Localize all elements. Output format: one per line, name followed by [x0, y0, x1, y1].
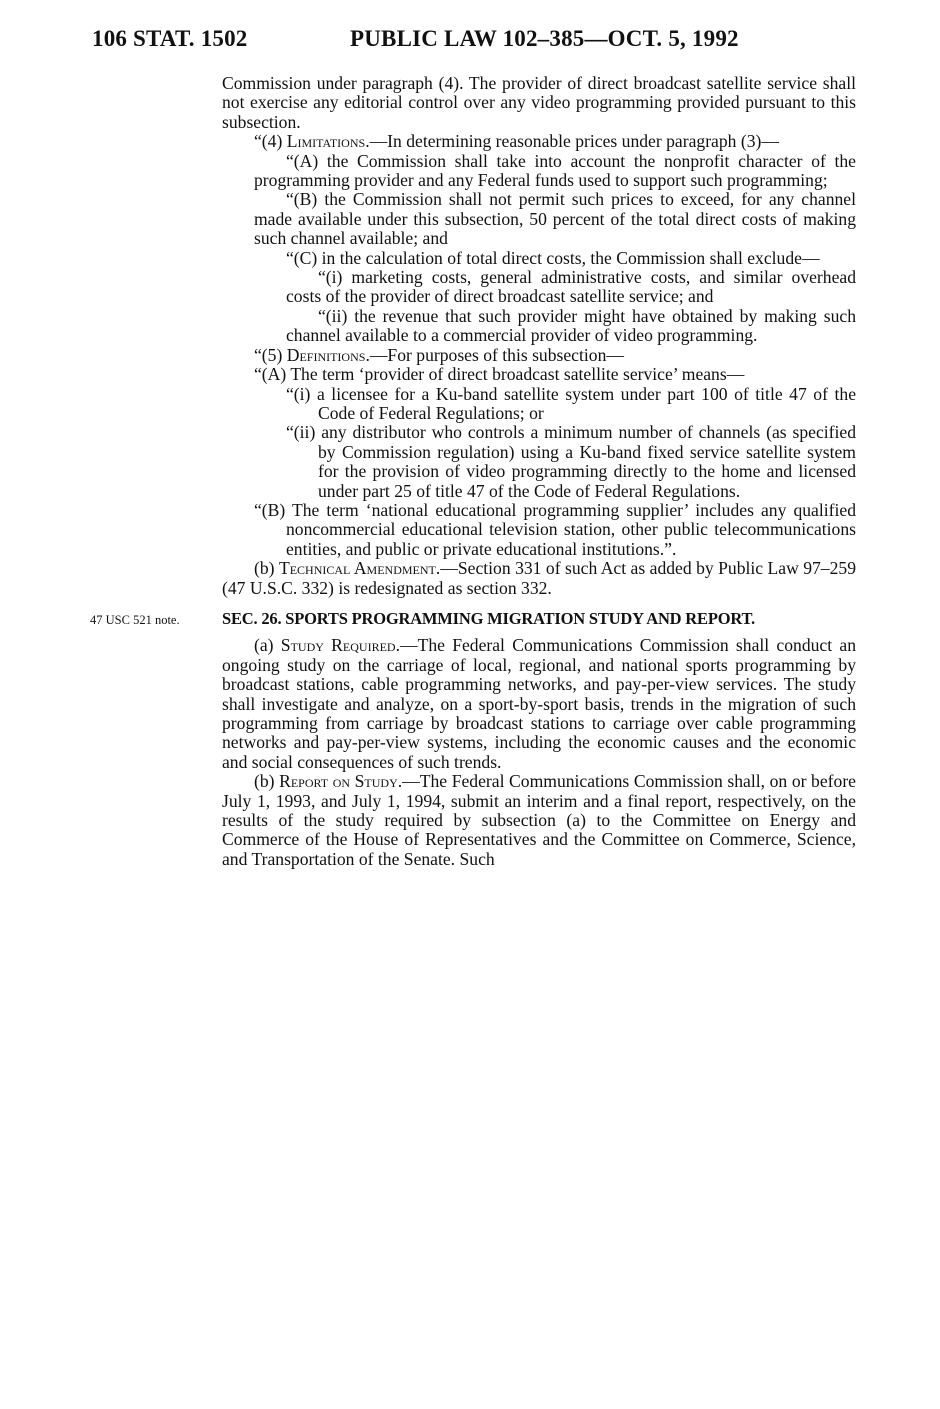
paragraph-definitions — [222, 346, 856, 365]
definition-a-ii: “(ii) any distributor who controls a minimum number of channels (as specified by Commission regulation) using a Ku-band fixed service satellite system for the provision of video programming directly to the home and licensed under part 25 of title 47 of the Code of Federal Regulations. — [286, 422, 856, 501]
definition-b: “(B) The term ‘national educational programming supplier’ includes any qualified noncommercial educational television station, other public telecommunications entities, and public or private educational institutions.”. — [254, 499, 856, 559]
report-on-study — [222, 772, 856, 869]
paragraph-limitations — [222, 132, 856, 151]
paragraph-text: .—Section 331 of such Act as added by Public Law 97–259 (47 U.S.C. 332) is redesignated as section 332. — [222, 558, 856, 598]
body-text — [90, 73, 856, 869]
paragraph-number: (b) — [254, 771, 280, 792]
paragraph-text: .—In determining reasonable prices under paragraph (3)— — [365, 131, 779, 152]
paragraph-number: (a) — [254, 635, 281, 656]
paragraph-continuation: Commission under paragraph (4). The provider of direct broadcast satellite service shall not exercise any editorial control over any video programming provided pursuant to this subsection. — [222, 73, 856, 132]
definition-a: “(A) The term ‘provider of direct broadcast satellite service’ means— — [254, 364, 745, 385]
subclause-i: “(i) marketing costs, general administrative costs, and similar overhead costs of the provider of direct broadcast satellite service; and — [286, 267, 856, 307]
statute-page-number: 106 STAT. 1502 — [92, 26, 248, 51]
page-header — [92, 26, 752, 58]
clause-c: “(C) in the calculation of total direct costs, the Commission shall exclude— — [286, 247, 820, 268]
paragraph-heading: Technical Amendment — [278, 558, 436, 579]
public-law-title: PUBLIC LAW 102–385—OCT. 5, 1992 — [350, 26, 739, 51]
paragraph-text: .—The Federal Communications Commission shall conduct an ongoing study on the carriage of local, regional, and national sports programming by broadcast stations, cable programming networks, and pay-per-view services. The study shall investigate and analyze, on a sport-by-sport basis, trends in the migration of such programming from carriage by broadcast stations to carriage over cable programming networks and pay-per-view systems, including the economic causes and the economic and social consequences of such trends. — [222, 635, 856, 772]
section-heading — [90, 608, 856, 628]
paragraph-text: .—The Federal Communications Commission shall, on or before July 1, 1993, and July 1, 1994, submit an interim and a final report, respectively, on the results of the study required by subsection (a) to the Committee on Energy and Commerce of the House of Representatives and the Committee on Commerce, Science, and Transportation of the Senate. Such — [222, 771, 856, 869]
paragraph-number: (b) — [254, 558, 279, 579]
paragraph-number: “(5) — [254, 344, 287, 365]
paragraph-heading: Report on Study — [279, 771, 398, 792]
paragraph-heading: Limitations — [286, 131, 366, 152]
margin-note: 47 USC 521 note. — [90, 612, 180, 627]
paragraph-heading: Study Required — [280, 635, 396, 656]
technical-amendment — [222, 559, 856, 598]
paragraph-heading: Definitions — [286, 344, 366, 365]
paragraph-text: .—For purposes of this subsection— — [365, 344, 624, 365]
section-heading-text: SEC. 26. SPORTS PROGRAMMING MIGRATION STUDY AND REPORT. — [222, 608, 755, 628]
definition-a-i: “(i) a licensee for a Ku-band satellite system under part 100 of title 47 of the Code of Federal Regulations; or — [286, 383, 856, 423]
study-required — [222, 636, 856, 772]
paragraph-number: “(4) — [254, 131, 287, 152]
clause-b: “(B) the Commission shall not permit such prices to exceed, for any channel made available under this subsection, 50 percent of the total direct costs of making such channel available; and — [254, 189, 856, 249]
subclause-ii: “(ii) the revenue that such provider might have obtained by making such channel available to a commercial provider of video programming. — [286, 305, 856, 346]
clause-a: “(A) the Commission shall take into account the nonprofit character of the programming provider and any Federal funds used to support such programming; — [254, 150, 856, 191]
